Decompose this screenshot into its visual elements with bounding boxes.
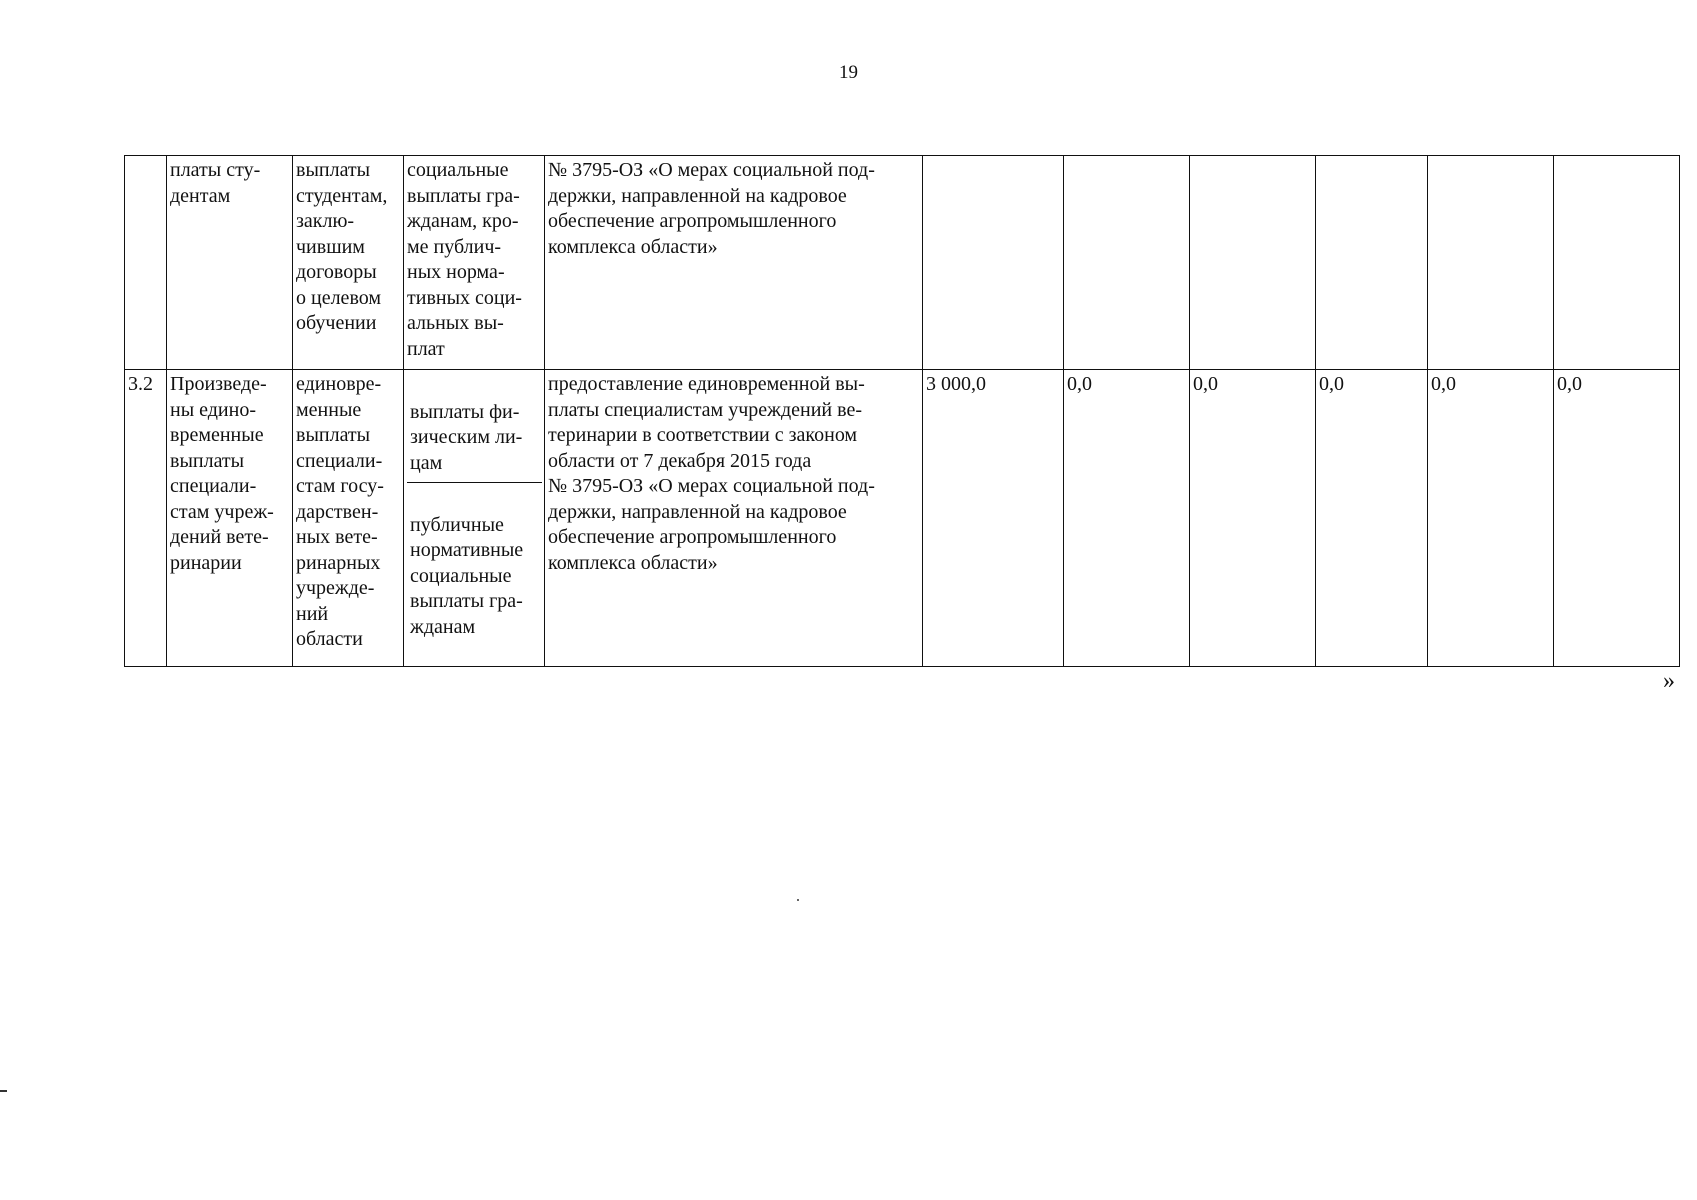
table-row — [125, 370, 1680, 667]
row-number-cell: 3.2 — [125, 370, 167, 667]
table-row — [125, 156, 1680, 370]
value-cell: 0,0 — [1316, 370, 1428, 667]
value-cell: 0,0 — [1428, 370, 1554, 667]
value-cell — [1428, 156, 1554, 370]
value-cell — [1064, 156, 1190, 370]
value-cell — [1190, 156, 1316, 370]
value-cell: 3 000,0 — [923, 370, 1064, 667]
expense-type-primary: выплаты фи- зическим ли- цам — [407, 398, 542, 484]
description-cell: № 3795-ОЗ «О мерах социальной под- держки, направленной на кадровое обеспечение агропромышленного комплекса области» — [545, 156, 923, 370]
event-cell: выплаты студентам, заклю- чившим договоры о целевом обучении — [293, 156, 404, 370]
scan-speck — [797, 899, 799, 901]
result-cell: платы сту- дентам — [167, 156, 293, 370]
expense-type-cell: социальные выплаты гра- жданам, кро- ме публич- ных норма- тивных соци- альных вы- плат — [404, 156, 545, 370]
description-cell: предоставление единовременной вы- платы специалистам учреждений ве- теринарии в соответствии с законом области от 7 декабря 2015 года № 3795-ОЗ «О мерах социальной под- держки, направленной на кадровое обеспечение агропромышленного комплекса области» — [545, 370, 923, 667]
result-cell: Произведе- ны едино- временные выплаты специали- стам учреж- дений вете- ринарии — [167, 370, 293, 667]
value-cell: 0,0 — [1064, 370, 1190, 667]
row-number-cell — [125, 156, 167, 370]
value-cell: 0,0 — [1190, 370, 1316, 667]
value-cell: 0,0 — [1554, 370, 1680, 667]
value-cell — [923, 156, 1064, 370]
value-cell — [1554, 156, 1680, 370]
page-number: 19 — [839, 62, 858, 83]
value-cell — [1316, 156, 1428, 370]
expense-type-cell — [404, 370, 545, 667]
event-cell: единовре- менные выплаты специали- стам госу- дарствен- ных вете- ринарных учрежде- ний области — [293, 370, 404, 667]
closing-quote-mark: » — [1663, 668, 1675, 694]
program-table — [124, 155, 1680, 667]
scan-margin-mark — [0, 1090, 7, 1092]
expense-type-secondary: публичные нормативные социальные выплаты гра- жданам — [410, 513, 524, 638]
